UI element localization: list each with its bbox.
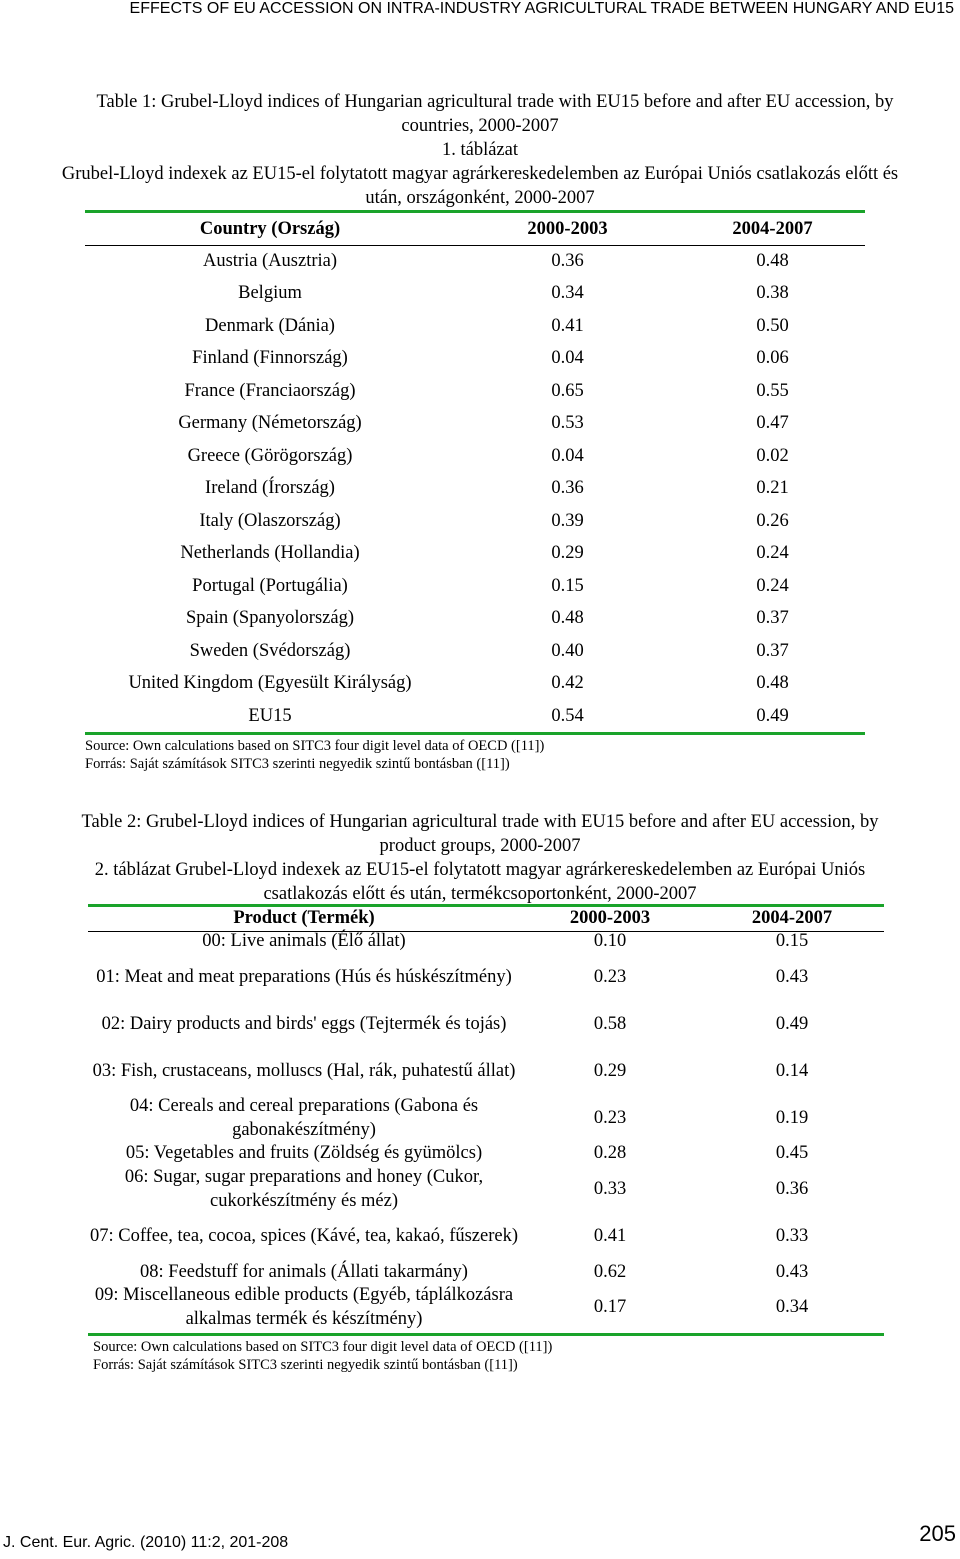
table1-row [85, 700, 865, 733]
table1-cell-country: Italy (Olaszország) [199, 510, 341, 531]
table1-cell-period2: 0.48 [756, 250, 789, 271]
table2-caption-en-line2: product groups, 2000-2007 [379, 836, 581, 856]
table1-cell-country: France (Franciaország) [184, 380, 356, 401]
table1-cell-period1: 0.36 [551, 478, 584, 499]
table1-cell-period1: 0.48 [551, 608, 584, 629]
table2-cell-product: 03: Fish, crustaceans, molluscs (Hal, rák, puhatestű állat) [92, 1060, 516, 1081]
table1-row [85, 408, 865, 441]
table2-cell-product: 00: Live animals (Élő állat) [202, 931, 406, 952]
table2-cell-period2: 0.15 [775, 931, 809, 952]
table1-row [85, 473, 865, 506]
table2-cell-period2: 0.36 [775, 1178, 809, 1199]
table1-cell-period2: 0.38 [756, 283, 789, 304]
table1-cell-period2: 0.50 [756, 315, 789, 336]
table2-cell-period2: 0.34 [775, 1297, 809, 1318]
table2-cell-product: 05: Vegetables and fruits (Zöldség és gyümölcs) [125, 1143, 483, 1164]
table1-cell-period2: 0.24 [756, 543, 789, 564]
table1-cell-period2: 0.48 [756, 673, 789, 694]
table2-cell-period2: 0.43 [775, 966, 809, 987]
table2 [88, 906, 884, 1332]
table1-cell-country: Greece (Görögország) [187, 445, 353, 466]
table1-caption [0, 90, 960, 210]
table2-cell-period1: 0.33 [593, 1178, 627, 1199]
table1-caption-hu-line1: 1. táblázat [441, 140, 518, 160]
table2-caption-en-line1: Table 2: Grubel-Lloyd indices of Hungarian agricultural trade with EU15 before and after EU accession, by [81, 812, 879, 832]
table1-row [85, 310, 865, 343]
table2-cell-product: 04: Cereals and cereal preparations (Gabona és gabonakészítmény) [129, 1096, 479, 1140]
table1-cell-period1: 0.54 [551, 705, 584, 726]
table1-cell-period1: 0.65 [551, 380, 584, 401]
table1-cell-period1: 0.53 [551, 413, 584, 434]
table1-cell-period2: 0.49 [756, 705, 789, 726]
table2-row [88, 1095, 884, 1142]
table1-header-period1: 2000-2003 [527, 219, 608, 239]
table2-header-row [88, 906, 884, 930]
table2-cell-period1: 0.41 [593, 1226, 627, 1247]
table2-cell-product: 07: Coffee, tea, cocoa, spices (Kávé, tea, kakaó, fűszerek) [89, 1226, 519, 1247]
table1-header-period2: 2004-2007 [732, 219, 813, 239]
table1-bottom-rule [85, 732, 865, 735]
table1-top-rule [85, 210, 865, 213]
table2-cell-period1: 0.29 [593, 1060, 627, 1081]
table1-row [85, 278, 865, 311]
table1-cell-country: Ireland (Írország) [205, 478, 335, 499]
table2-row [88, 1213, 884, 1260]
table1-row [85, 635, 865, 668]
table2-row [88, 1001, 884, 1048]
table1-cell-period2: 0.55 [756, 380, 789, 401]
table2-cell-product: 06: Sugar, sugar preparations and honey (Cukor, cukorkészítmény és méz) [124, 1167, 484, 1211]
table1-cell-period1: 0.15 [551, 575, 584, 596]
table1-cell-period1: 0.04 [551, 348, 584, 369]
table2-caption [0, 810, 960, 906]
table1-cell-period2: 0.24 [756, 575, 789, 596]
table1-row [85, 375, 865, 408]
table1-cell-period1: 0.39 [551, 510, 584, 531]
table1-row [85, 538, 865, 571]
table2-row [88, 1142, 884, 1166]
table1-cell-period1: 0.29 [551, 543, 584, 564]
table2-cell-period2: 0.43 [775, 1261, 809, 1282]
table1-row [85, 668, 865, 701]
table1-cell-period1: 0.04 [551, 445, 584, 466]
table2-cell-period2: 0.49 [775, 1013, 809, 1034]
table1-cell-country: EU15 [248, 705, 292, 726]
table2-cell-period1: 0.28 [593, 1143, 627, 1164]
table2-caption-hu-line1: 2. táblázat Grubel-Lloyd indexek az EU15-el folytatott magyar agrárkereskedelemben az Európai Uniós [94, 860, 866, 880]
table1-cell-country: Sweden (Svédország) [189, 640, 351, 661]
table2-header-period1: 2000-2003 [569, 907, 651, 928]
table2-cell-product: 02: Dairy products and birds' eggs (Tejtermék és tojás) [101, 1013, 507, 1034]
table1-cell-period1: 0.41 [551, 315, 584, 336]
table1-row [85, 440, 865, 473]
table2-cell-period1: 0.58 [593, 1013, 627, 1034]
table2-cell-period1: 0.10 [593, 931, 627, 952]
table1-cell-country: Spain (Spanyolország) [185, 608, 354, 629]
table1-cell-period2: 0.26 [756, 510, 789, 531]
table2-row [88, 1048, 884, 1095]
table2-source [93, 1338, 552, 1374]
table2-bottom-rule [88, 1333, 884, 1336]
table2-cell-product: 01: Meat and meat preparations (Hús és húskészítmény) [96, 966, 512, 987]
table1-source-hu: Forrás: Saját számítások SITC3 szerinti negyedik szintű bontásban ([11]) [85, 756, 510, 772]
table2-caption-hu-line2: csatlakozás előtt és után, termékcsoportonként, 2000-2007 [263, 884, 697, 904]
table1-cell-period1: 0.40 [551, 640, 584, 661]
table2-cell-product: 09: Miscellaneous edible products (Egyéb, táplálkozásra alkalmas termék és készítmény) [94, 1285, 514, 1329]
table2-cell-period2: 0.45 [775, 1143, 809, 1164]
table2-cell-period2: 0.33 [775, 1226, 809, 1247]
table2-row [88, 930, 884, 954]
table1-row [85, 343, 865, 376]
table2-cell-period1: 0.23 [593, 1107, 627, 1128]
table2-row [88, 1166, 884, 1213]
table1-row [85, 570, 865, 603]
table1-cell-country: United Kingdom (Egyesült Királyság) [128, 673, 412, 694]
table1-cell-period2: 0.21 [756, 478, 789, 499]
table2-row [88, 1260, 884, 1284]
table1-cell-period2: 0.37 [756, 640, 789, 661]
table1-cell-period2: 0.37 [756, 608, 789, 629]
table1-caption-hu-line2: Grubel-Lloyd indexek az EU15-el folytatott magyar agrárkereskedelemben az Európai Uniós csatlakozás előtt és [61, 164, 899, 184]
table1-header-row [85, 214, 865, 245]
table2-cell-period2: 0.19 [775, 1107, 809, 1128]
table1-cell-country: Finland (Finnország) [192, 348, 348, 369]
table2-source-hu: Forrás: Saját számítások SITC3 szerinti negyedik szintű bontásban ([11]) [93, 1357, 518, 1373]
table2-row [88, 954, 884, 1001]
table1-caption-hu-line3: után, országonként, 2000-2007 [365, 188, 595, 208]
table1-caption-en-line1: Table 1: Grubel-Lloyd indices of Hungarian agricultural trade with EU15 before and after EU accession, by [96, 92, 894, 112]
table1-header-country: Country (Ország) [199, 219, 341, 239]
table1-cell-period1: 0.36 [551, 250, 584, 271]
table1-row [85, 245, 865, 278]
table1-cell-country: Belgium [238, 283, 302, 304]
table1-cell-country: Austria (Ausztria) [202, 250, 338, 271]
table1-caption-en-line2: countries, 2000-2007 [401, 116, 559, 136]
page-number: 205 [919, 1521, 956, 1546]
table2-source-en: Source: Own calculations based on SITC3 four digit level data of OECD ([11]) [93, 1339, 553, 1355]
table2-cell-period2: 0.14 [775, 1060, 809, 1081]
table2-cell-period1: 0.23 [593, 966, 627, 987]
table1-cell-period1: 0.42 [551, 673, 584, 694]
table1-cell-country: Germany (Németország) [178, 413, 362, 434]
table2-row [88, 1284, 884, 1331]
table1-cell-country: Denmark (Dánia) [205, 315, 335, 336]
table1 [85, 214, 865, 733]
table1-cell-country: Netherlands (Hollandia) [180, 543, 360, 564]
table1-row [85, 505, 865, 538]
table1-cell-country: Portugal (Portugália) [192, 575, 348, 596]
table2-header-period2: 2004-2007 [751, 907, 833, 928]
table1-cell-period2: 0.06 [756, 348, 789, 369]
table1-source-en: Source: Own calculations based on SITC3 four digit level data of OECD ([11]) [85, 738, 545, 754]
journal-citation: J. Cent. Eur. Agric. (2010) 11:2, 201-208 [3, 1534, 289, 1551]
table1-cell-period2: 0.02 [756, 445, 789, 466]
running-header: EFFECTS OF EU ACCESSION ON INTRA-INDUSTRY AGRICULTURAL TRADE BETWEEN HUNGARY AND EU15 [129, 0, 954, 17]
table1-cell-period2: 0.47 [756, 413, 789, 434]
table2-cell-period1: 0.62 [593, 1261, 627, 1282]
table2-header-product: Product (Termék) [233, 907, 375, 928]
table1-row [85, 603, 865, 636]
table2-cell-period1: 0.17 [593, 1297, 627, 1318]
table1-source [85, 737, 544, 773]
table1-cell-period1: 0.34 [551, 283, 584, 304]
table2-cell-product: 08: Feedstuff for animals (Állati takarmány) [140, 1261, 468, 1282]
